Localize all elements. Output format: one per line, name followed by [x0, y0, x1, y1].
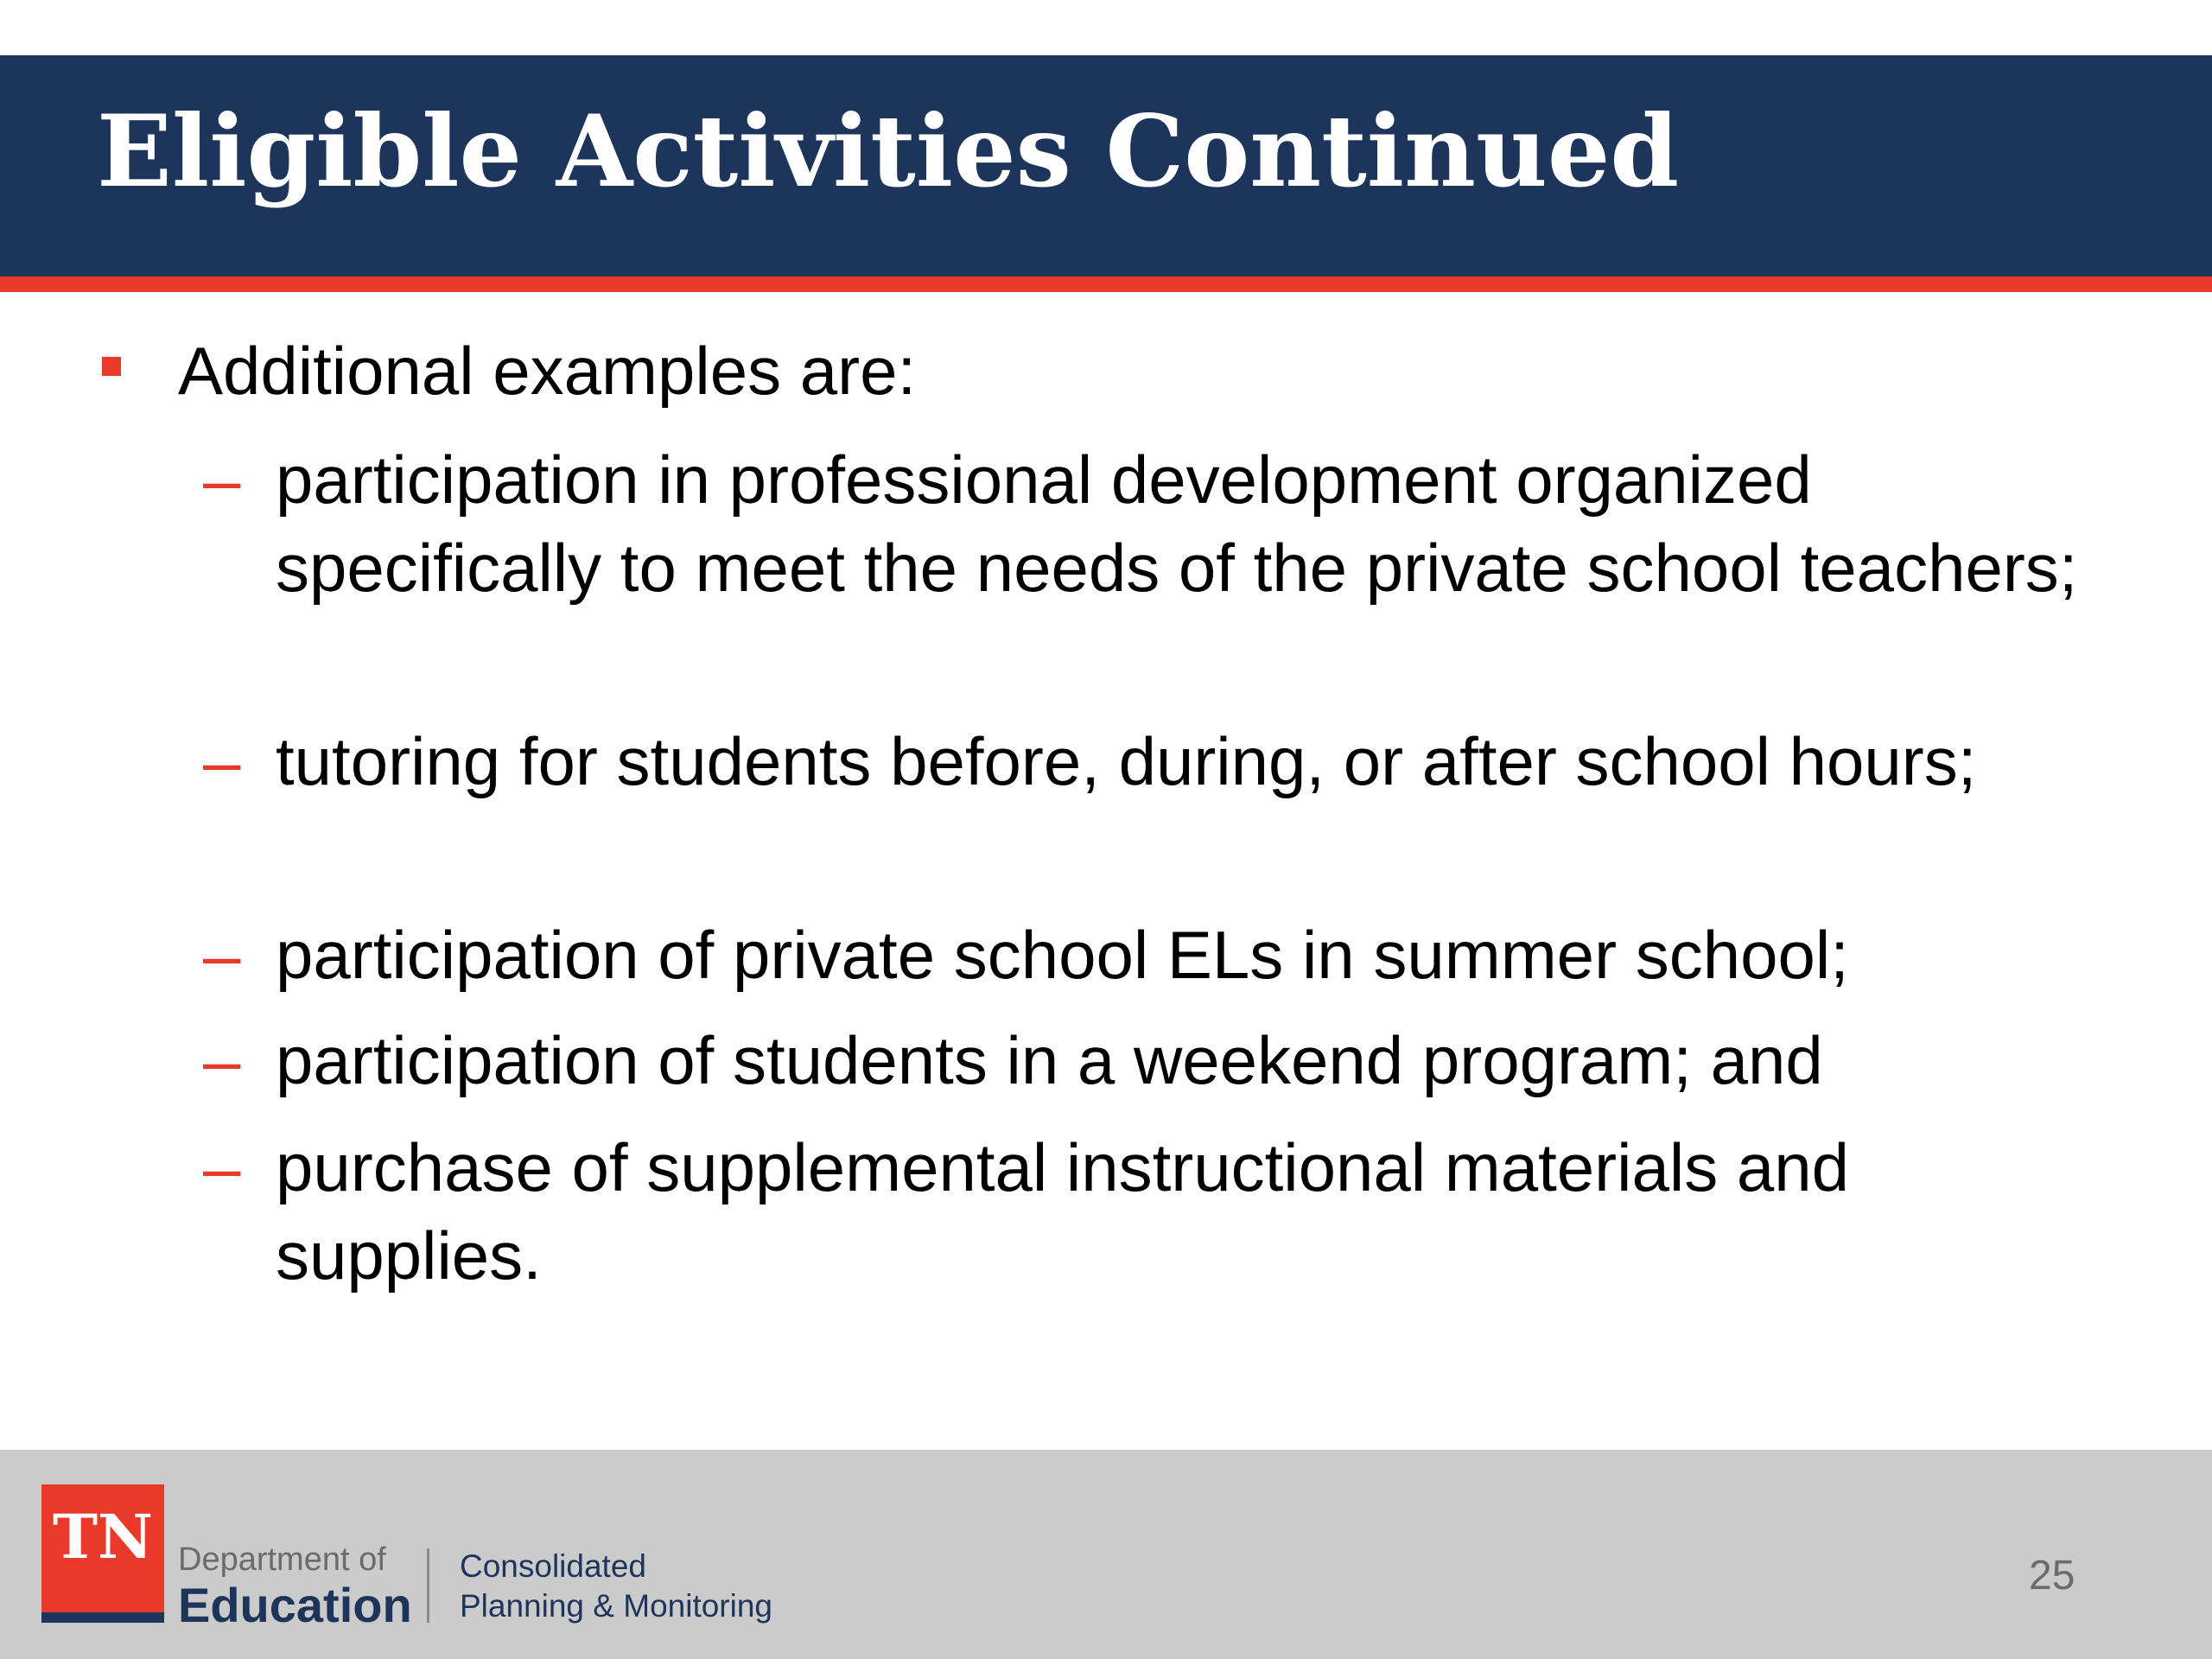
tn-logo-text: TN: [52, 1501, 154, 1573]
list-item-text: participation in professional development organized specifically to meet the needs of the private school teachers;: [276, 442, 2078, 606]
page-number: 25: [2029, 1553, 2075, 1599]
footer-divider: [427, 1548, 429, 1623]
list-item-text: participation of private school ELs in summer school;: [276, 917, 1849, 993]
department-of-label: Department of: [178, 1541, 386, 1578]
tn-logo: [41, 1484, 164, 1614]
tn-logo-bar: [41, 1612, 164, 1623]
slide-title: Eligible Activities Continued: [97, 93, 1680, 209]
dash-bullet-icon: –: [203, 442, 241, 518]
list-item-text: participation of students in a weekend program; and: [276, 1022, 1823, 1098]
intro-bullet: Additional examples are:: [178, 333, 917, 409]
program-name-line1: Consolidated: [460, 1548, 646, 1584]
department-name: Education: [178, 1578, 412, 1632]
square-bullet-icon: [102, 357, 121, 376]
program-name-line2: Planning & Monitoring: [460, 1588, 772, 1624]
list-item-text: purchase of supplemental instructional materials and supplies.: [276, 1129, 1850, 1294]
dash-bullet-icon: –: [203, 917, 241, 993]
dash-bullet-icon: –: [203, 1022, 241, 1098]
list-item-text: tutoring for students before, during, or after school hours;: [276, 723, 1977, 799]
dash-bullet-icon: –: [203, 723, 241, 799]
dash-bullet-icon: –: [203, 1129, 241, 1205]
